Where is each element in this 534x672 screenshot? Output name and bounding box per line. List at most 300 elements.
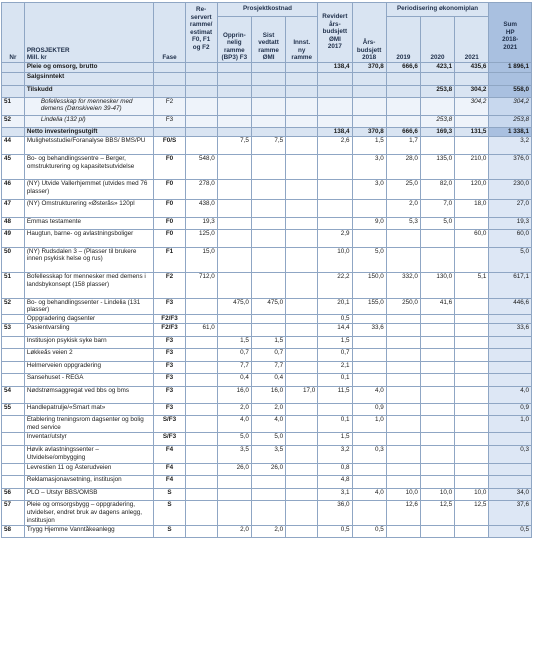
cell-2019 — [386, 433, 420, 446]
cell-2021 — [455, 137, 489, 155]
cell-sum-hp: 558,0 — [489, 85, 532, 97]
cell-fase: F3 — [154, 386, 185, 403]
cell-sum-hp: 0,9 — [489, 403, 532, 416]
cell-2020: 253,8 — [420, 115, 454, 127]
cell-2020 — [420, 72, 454, 85]
table-row — [2, 361, 532, 374]
cell-arsbudsjett-2018 — [352, 476, 386, 489]
cell-innst-ny — [286, 501, 318, 526]
cell-2019: 1,7 — [386, 137, 420, 155]
cell-sum-hp: 230,0 — [489, 180, 532, 200]
cell-reservert — [185, 525, 217, 538]
cell-arsbudsjett-2018 — [352, 336, 386, 349]
cell-arsbudsjett-2018 — [352, 433, 386, 446]
cell-2021: 5,1 — [455, 273, 489, 299]
cell-2020: 41,6 — [420, 298, 454, 314]
cell-2020 — [420, 229, 454, 247]
cell-innst-ny — [286, 97, 318, 115]
cell-nr — [2, 314, 25, 324]
cell-2019 — [386, 349, 420, 362]
cell-2020 — [420, 361, 454, 374]
cell-2021 — [455, 433, 489, 446]
header-innst-ny: Innst. ny ramme — [286, 17, 318, 63]
cell-fase: F2/F3 — [154, 314, 185, 324]
cell-innst-ny — [286, 127, 318, 137]
cell-sist-vedtatt — [251, 155, 285, 180]
cell-2019: 666,6 — [386, 127, 420, 137]
table-row — [2, 416, 532, 433]
cell-sist-vedtatt: 26,0 — [251, 463, 285, 476]
cell-fase: F0 — [154, 217, 185, 229]
cell-2020 — [420, 416, 454, 433]
cell-2019 — [386, 386, 420, 403]
cell-project-name: Pleie og omsorgsbygg – oppgradering, utvidelser, endret bruk av dagens anlegg, institusjon — [24, 501, 154, 526]
cell-2020 — [420, 324, 454, 337]
cell-nr: 44 — [2, 137, 25, 155]
cell-2021: 210,0 — [455, 155, 489, 180]
cell-sist-vedtatt: 1,5 — [251, 336, 285, 349]
cell-2019 — [386, 97, 420, 115]
cell-opprinnelig: 5,0 — [217, 433, 251, 446]
cell-fase: F1 — [154, 247, 185, 273]
cell-arsbudsjett-2018 — [352, 199, 386, 217]
cell-innst-ny — [286, 137, 318, 155]
cell-sum-hp: 1,0 — [489, 416, 532, 433]
cell-2021: 60,0 — [455, 229, 489, 247]
cell-innst-ny — [286, 217, 318, 229]
cell-sum-hp: 304,2 — [489, 97, 532, 115]
cell-2020 — [420, 463, 454, 476]
cell-reservert — [185, 433, 217, 446]
cell-revidert-2017: 3,2 — [318, 445, 352, 463]
cell-opprinnelig: 26,0 — [217, 463, 251, 476]
cell-arsbudsjett-2018 — [352, 85, 386, 97]
cell-reservert: 19,3 — [185, 217, 217, 229]
cell-innst-ny — [286, 155, 318, 180]
cell-nr: 56 — [2, 488, 25, 501]
cell-2020 — [420, 374, 454, 387]
cell-arsbudsjett-2018: 3,0 — [352, 180, 386, 200]
cell-opprinnelig: 1,5 — [217, 336, 251, 349]
cell-sist-vedtatt — [251, 476, 285, 489]
table-row — [2, 324, 532, 337]
cell-2020: 135,0 — [420, 155, 454, 180]
cell-nr — [2, 463, 25, 476]
cell-nr: 47 — [2, 199, 25, 217]
cell-2020 — [420, 445, 454, 463]
cell-arsbudsjett-2018: 1,0 — [352, 416, 386, 433]
cell-sum-hp: 1 338,1 — [489, 127, 532, 137]
cell-2020: 12,5 — [420, 501, 454, 526]
cell-reservert: 548,0 — [185, 155, 217, 180]
cell-2020 — [420, 336, 454, 349]
cell-nr: 55 — [2, 403, 25, 416]
cell-reservert — [185, 463, 217, 476]
cell-project-name: Netto investeringsutgift — [24, 127, 154, 137]
cell-opprinnelig: 16,0 — [217, 386, 251, 403]
cell-revidert-2017: 138,4 — [318, 127, 352, 137]
cell-revidert-2017 — [318, 97, 352, 115]
table-row — [2, 374, 532, 387]
cell-sist-vedtatt — [251, 488, 285, 501]
cell-innst-ny — [286, 525, 318, 538]
cell-sum-hp: 4,0 — [489, 386, 532, 403]
cell-project-name: Løkkeås veien 2 — [24, 349, 154, 362]
cell-revidert-2017 — [318, 72, 352, 85]
cell-2021 — [455, 525, 489, 538]
cell-project-name: Tilskudd — [24, 85, 154, 97]
cell-project-name: Reklamasjonavsetning, institusjon — [24, 476, 154, 489]
cell-fase: S/F3 — [154, 416, 185, 433]
cell-sist-vedtatt: 16,0 — [251, 386, 285, 403]
cell-sum-hp: 27,0 — [489, 199, 532, 217]
cell-fase: F2 — [154, 97, 185, 115]
header-opprinnelig: Opprin- nelig ramme (BP3) F3 — [217, 17, 251, 63]
cell-sist-vedtatt — [251, 85, 285, 97]
cell-sist-vedtatt — [251, 273, 285, 299]
cell-2021 — [455, 336, 489, 349]
cell-innst-ny — [286, 324, 318, 337]
cell-fase: F3 — [154, 349, 185, 362]
cell-2019 — [386, 403, 420, 416]
cell-fase: F0 — [154, 155, 185, 180]
cell-fase: F2/F3 — [154, 324, 185, 337]
cell-fase: F2 — [154, 273, 185, 299]
cell-2019 — [386, 445, 420, 463]
cell-2021 — [455, 349, 489, 362]
cell-2021: 12,5 — [455, 501, 489, 526]
investment-table — [1, 2, 532, 538]
cell-revidert-2017 — [318, 155, 352, 180]
cell-2019 — [386, 476, 420, 489]
cell-revidert-2017: 0,8 — [318, 463, 352, 476]
cell-reservert — [185, 416, 217, 433]
cell-2019: 666,6 — [386, 63, 420, 73]
cell-opprinnelig: 4,0 — [217, 416, 251, 433]
cell-opprinnelig — [217, 273, 251, 299]
cell-opprinnelig — [217, 199, 251, 217]
cell-fase: S — [154, 501, 185, 526]
cell-opprinnelig — [217, 72, 251, 85]
cell-innst-ny — [286, 416, 318, 433]
cell-innst-ny — [286, 298, 318, 314]
cell-innst-ny — [286, 229, 318, 247]
table-row — [2, 433, 532, 446]
cell-nr: 48 — [2, 217, 25, 229]
cell-arsbudsjett-2018 — [352, 501, 386, 526]
cell-opprinnelig: 2,0 — [217, 525, 251, 538]
cell-2019 — [386, 115, 420, 127]
cell-nr — [2, 433, 25, 446]
cell-opprinnelig — [217, 476, 251, 489]
cell-opprinnelig — [217, 180, 251, 200]
cell-2021 — [455, 115, 489, 127]
cell-opprinnelig — [217, 115, 251, 127]
cell-opprinnelig: 2,0 — [217, 403, 251, 416]
cell-sum-hp: 1 896,1 — [489, 63, 532, 73]
cell-sist-vedtatt — [251, 501, 285, 526]
cell-reservert — [185, 127, 217, 137]
cell-reservert — [185, 137, 217, 155]
cell-2020: 10,0 — [420, 488, 454, 501]
cell-innst-ny — [286, 463, 318, 476]
cell-arsbudsjett-2018: 3,0 — [352, 155, 386, 180]
cell-2021 — [455, 463, 489, 476]
header-arsbudsjett: Års- budsjett 2018 — [352, 3, 386, 63]
header-revidert: Revidert års- budsjett ØMI 2017 — [318, 3, 352, 63]
cell-2021 — [455, 314, 489, 324]
cell-sist-vedtatt — [251, 115, 285, 127]
cell-innst-ny — [286, 403, 318, 416]
cell-sum-hp: 37,6 — [489, 501, 532, 526]
cell-revidert-2017: 22,2 — [318, 273, 352, 299]
cell-reservert — [185, 63, 217, 73]
cell-nr — [2, 63, 25, 73]
cell-fase: F3 — [154, 298, 185, 314]
cell-sist-vedtatt: 2,0 — [251, 525, 285, 538]
cell-2020 — [420, 476, 454, 489]
cell-innst-ny — [286, 336, 318, 349]
cell-sum-hp — [489, 476, 532, 489]
table-row — [2, 180, 532, 200]
cell-revidert-2017: 36,0 — [318, 501, 352, 526]
cell-2019 — [386, 72, 420, 85]
header-mill-kr: Mill. kr — [26, 54, 47, 62]
cell-2021 — [455, 217, 489, 229]
cell-sum-hp: 33,6 — [489, 324, 532, 337]
cell-2021: 435,6 — [455, 63, 489, 73]
cell-project-name: Emmas testamente — [24, 217, 154, 229]
cell-reservert — [185, 97, 217, 115]
cell-project-name: Levrestien 11 og Åsterudveien — [24, 463, 154, 476]
cell-fase: F0 — [154, 180, 185, 200]
cell-2020 — [420, 247, 454, 273]
cell-innst-ny — [286, 433, 318, 446]
cell-arsbudsjett-2018 — [352, 97, 386, 115]
cell-project-name: (NY) Utvide Vallerhjemmet (utvides med 76 plasser) — [24, 180, 154, 200]
cell-reservert: 15,0 — [185, 247, 217, 273]
cell-2019: 250,0 — [386, 298, 420, 314]
cell-project-name: Etablering treningsrom dagsenter og bolig med service — [24, 416, 154, 433]
cell-project-name: Pasientvarsling — [24, 324, 154, 337]
cell-fase: F3 — [154, 374, 185, 387]
cell-fase: F4 — [154, 476, 185, 489]
cell-sum-hp — [489, 336, 532, 349]
cell-2021: 18,0 — [455, 199, 489, 217]
cell-revidert-2017 — [318, 180, 352, 200]
cell-2019 — [386, 336, 420, 349]
cell-innst-ny — [286, 247, 318, 273]
cell-project-name: Nødstrømsaggregat ved bbs og bms — [24, 386, 154, 403]
table-row — [2, 97, 532, 115]
cell-innst-ny — [286, 85, 318, 97]
cell-2021 — [455, 247, 489, 273]
cell-2020 — [420, 97, 454, 115]
cell-revidert-2017: 20,1 — [318, 298, 352, 314]
cell-2020: 169,3 — [420, 127, 454, 137]
cell-innst-ny — [286, 349, 318, 362]
cell-2020 — [420, 386, 454, 403]
cell-opprinnelig — [217, 155, 251, 180]
cell-opprinnelig — [217, 324, 251, 337]
cell-sist-vedtatt — [251, 97, 285, 115]
header-prosjekter — [24, 3, 154, 63]
cell-sist-vedtatt: 7,7 — [251, 361, 285, 374]
cell-sum-hp — [489, 433, 532, 446]
cell-sist-vedtatt — [251, 229, 285, 247]
cell-reservert — [185, 349, 217, 362]
cell-reservert: 712,0 — [185, 273, 217, 299]
cell-reservert — [185, 298, 217, 314]
cell-opprinnelig — [217, 229, 251, 247]
cell-sum-hp: 5,0 — [489, 247, 532, 273]
cell-2020: 82,0 — [420, 180, 454, 200]
table-row — [2, 298, 532, 314]
cell-sum-hp — [489, 72, 532, 85]
cell-revidert-2017: 138,4 — [318, 63, 352, 73]
cell-revidert-2017: 0,7 — [318, 349, 352, 362]
cell-fase: F0 — [154, 229, 185, 247]
cell-project-name: Oppgradering dagsenter — [24, 314, 154, 324]
cell-2019 — [386, 85, 420, 97]
cell-fase — [154, 127, 185, 137]
cell-sist-vedtatt — [251, 217, 285, 229]
table-row — [2, 229, 532, 247]
header-sist-vedtatt: Sist vedtatt ramme ØMI — [251, 17, 285, 63]
cell-fase: F0 — [154, 199, 185, 217]
cell-project-name: Høvik avlastningssenter – Utvidelse/ombygging — [24, 445, 154, 463]
section-row — [2, 72, 532, 85]
cell-2019 — [386, 314, 420, 324]
cell-sist-vedtatt — [251, 180, 285, 200]
cell-sist-vedtatt — [251, 247, 285, 273]
cell-sist-vedtatt: 0,4 — [251, 374, 285, 387]
cell-reservert — [185, 386, 217, 403]
cell-sum-hp: 617,1 — [489, 273, 532, 299]
header-2021: 2021 — [455, 17, 489, 63]
cell-fase — [154, 85, 185, 97]
cell-project-name: Inventar/utstyr — [24, 433, 154, 446]
header-reservert: Re- servert ramme/ estimat F0, F1 og F2 — [185, 3, 217, 63]
table-row — [2, 386, 532, 403]
cell-2021 — [455, 374, 489, 387]
cell-sum-hp — [489, 314, 532, 324]
cell-sist-vedtatt: 475,0 — [251, 298, 285, 314]
table-row — [2, 349, 532, 362]
cell-arsbudsjett-2018: 4,0 — [352, 386, 386, 403]
cell-2019 — [386, 229, 420, 247]
table-row — [2, 273, 532, 299]
cell-revidert-2017: 14,4 — [318, 324, 352, 337]
cell-nr: 51 — [2, 273, 25, 299]
cell-sist-vedtatt: 7,5 — [251, 137, 285, 155]
cell-arsbudsjett-2018: 0,9 — [352, 403, 386, 416]
cell-sum-hp: 376,0 — [489, 155, 532, 180]
cell-innst-ny — [286, 374, 318, 387]
cell-2021 — [455, 386, 489, 403]
section-row — [2, 85, 532, 97]
cell-revidert-2017 — [318, 217, 352, 229]
cell-sist-vedtatt: 0,7 — [251, 349, 285, 362]
cell-project-name: Haugtun, barne- og avlastningsboliger — [24, 229, 154, 247]
cell-opprinnelig: 3,5 — [217, 445, 251, 463]
cell-opprinnelig — [217, 97, 251, 115]
header-prosjektkostnad: Prosjektkostnad — [217, 3, 318, 17]
cell-arsbudsjett-2018 — [352, 229, 386, 247]
cell-nr: 49 — [2, 229, 25, 247]
cell-sum-hp: 3,2 — [489, 137, 532, 155]
cell-nr — [2, 336, 25, 349]
cell-2019: 25,0 — [386, 180, 420, 200]
cell-opprinnelig — [217, 63, 251, 73]
cell-reservert — [185, 336, 217, 349]
cell-reservert: 278,0 — [185, 180, 217, 200]
cell-innst-ny — [286, 445, 318, 463]
cell-2021: 304,2 — [455, 85, 489, 97]
cell-2019 — [386, 416, 420, 433]
cell-project-name: Bo- og behandlingssentre – Berger, omstrukturering og kapasitetsutvidelse — [24, 155, 154, 180]
cell-project-name: Trygg Hjemme Vanntåkeanlegg — [24, 525, 154, 538]
cell-reservert: 61,0 — [185, 324, 217, 337]
header-prosjekter-title: PROSJEKTER — [26, 46, 70, 54]
cell-innst-ny — [286, 115, 318, 127]
cell-project-name: Bo- og behandlingssenter - Lindelia (131 plasser) — [24, 298, 154, 314]
cell-fase — [154, 72, 185, 85]
cell-arsbudsjett-2018: 155,0 — [352, 298, 386, 314]
cell-arsbudsjett-2018: 150,0 — [352, 273, 386, 299]
cell-fase: F3 — [154, 403, 185, 416]
cell-revidert-2017: 1,5 — [318, 433, 352, 446]
cell-arsbudsjett-2018: 370,8 — [352, 127, 386, 137]
cell-arsbudsjett-2018 — [352, 361, 386, 374]
cell-sist-vedtatt: 4,0 — [251, 416, 285, 433]
cell-nr: 46 — [2, 180, 25, 200]
cell-2021: 304,2 — [455, 97, 489, 115]
table-row — [2, 155, 532, 180]
cell-sum-hp: 60,0 — [489, 229, 532, 247]
table-row — [2, 247, 532, 273]
cell-2021 — [455, 324, 489, 337]
cell-nr: 58 — [2, 525, 25, 538]
cell-opprinnelig — [217, 488, 251, 501]
table-row — [2, 501, 532, 526]
cell-2021: 10,0 — [455, 488, 489, 501]
cell-2020: 5,0 — [420, 217, 454, 229]
cell-2019 — [386, 247, 420, 273]
cell-reservert — [185, 445, 217, 463]
cell-fase: F4 — [154, 445, 185, 463]
table-row — [2, 217, 532, 229]
cell-sist-vedtatt — [251, 72, 285, 85]
cell-arsbudsjett-2018 — [352, 72, 386, 85]
cell-arsbudsjett-2018: 9,0 — [352, 217, 386, 229]
cell-2021 — [455, 298, 489, 314]
cell-2020 — [420, 403, 454, 416]
cell-project-name: Bofellesskap for mennesker med demens (Dønskiveien 39-47) — [24, 97, 154, 115]
cell-reservert — [185, 72, 217, 85]
cell-reservert — [185, 361, 217, 374]
cell-2021 — [455, 361, 489, 374]
cell-nr — [2, 127, 25, 137]
cell-arsbudsjett-2018 — [352, 349, 386, 362]
cell-reservert — [185, 314, 217, 324]
cell-revidert-2017: 11,5 — [318, 386, 352, 403]
cell-arsbudsjett-2018 — [352, 115, 386, 127]
cell-2019 — [386, 525, 420, 538]
cell-2019: 332,0 — [386, 273, 420, 299]
cell-2019 — [386, 361, 420, 374]
cell-2020 — [420, 349, 454, 362]
